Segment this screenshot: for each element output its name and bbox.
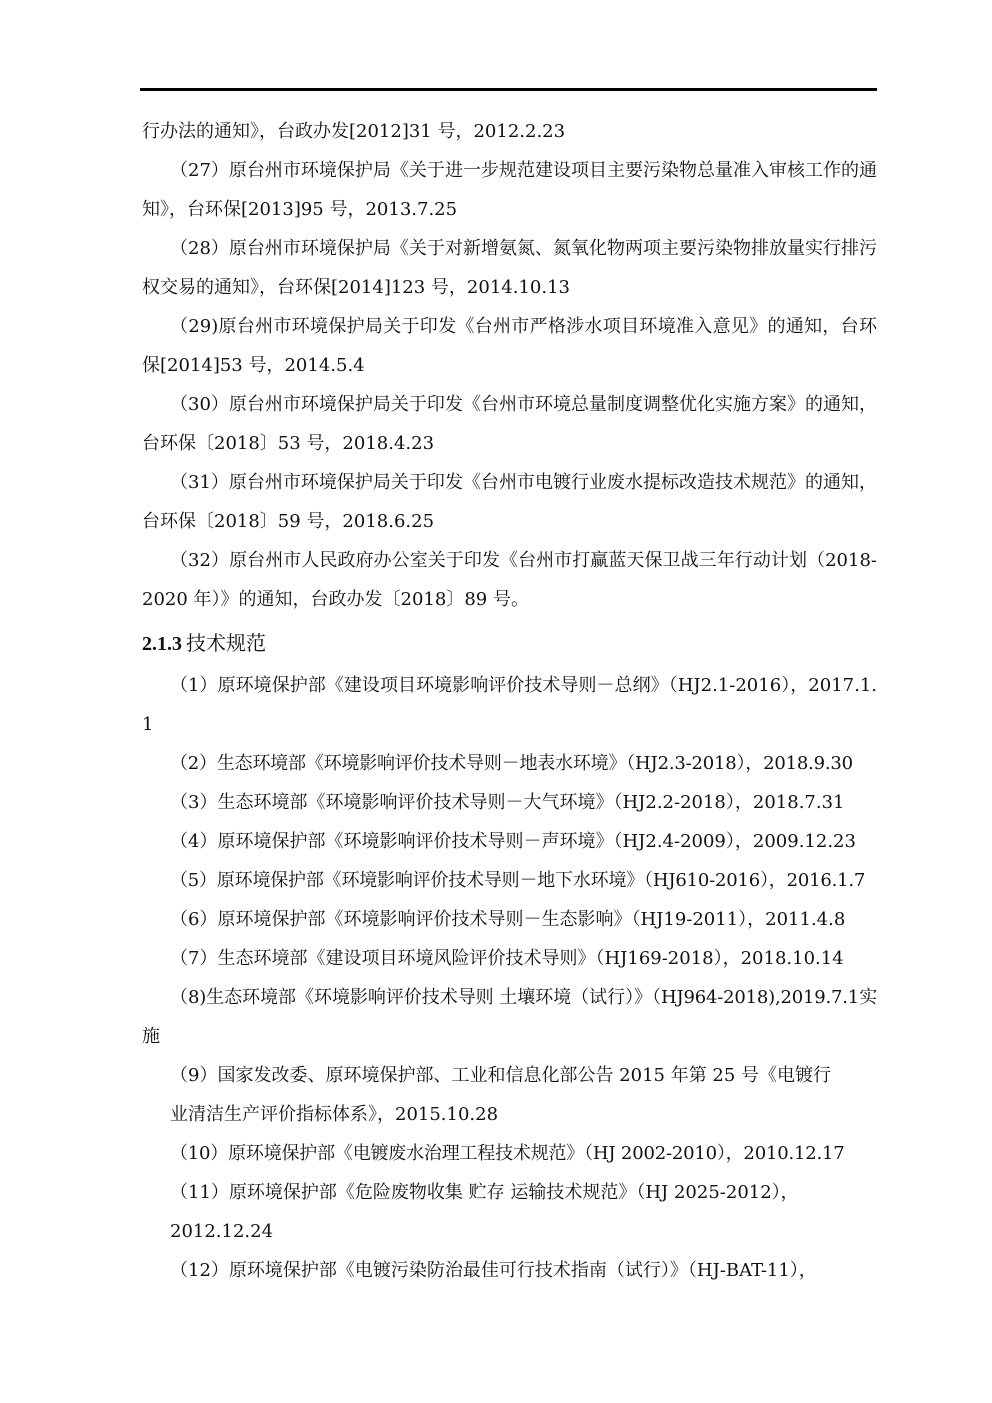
standard-item-1: （1）原环境保护部《建设项目环境影响评价技术导则－总纲》（HJ2.1-2016），2017.1.1	[142, 675, 877, 735]
paragraph-continuation: 行办法的通知》，台政办发[2012]31 号，2012.2.23	[142, 121, 566, 142]
reference-item-27: （27）原台州市环境保护局《关于进一步规范建设项目主要污染物总量准入审核工作的通知》，台环保[2013]95 号，2013.7.25	[142, 160, 877, 220]
standard-item-9-line1: （9）国家发改委、原环境保护部、工业和信息化部公告 2015 年第 25 号《电镀行	[170, 1065, 832, 1086]
standard-item-10-line1: （10）原环境保护部《电镀废水治理工程技术规范》（HJ 2002-2010），2010.12.17	[170, 1143, 845, 1164]
standard-item-12-line1: （12）原环境保护部《电镀污染防治最佳可行技术指南（试行）》（HJ-BAT-11），	[170, 1260, 817, 1281]
reference-item-31: （31）原台州市环境保护局关于印发《台州市电镀行业废水提标改造技术规范》的通知，台环保〔2018〕59 号，2018.6.25	[142, 472, 877, 532]
document-body	[142, 112, 877, 1290]
standard-item-11-line1: （11）原环境保护部《危险废物收集 贮存 运输技术规范》（HJ 2025-2012），	[170, 1182, 799, 1203]
standard-item-11-rest: 2012.12.24	[170, 1221, 274, 1242]
reference-item-30: （30）原台州市环境保护局关于印发《台州市环境总量制度调整优化实施方案》的通知，台环保〔2018〕53 号，2018.4.23	[142, 394, 877, 454]
section-heading	[142, 621, 877, 666]
standard-item-3: （3）生态环境部《环境影响评价技术导则－大气环境》（HJ2.2-2018），2018.7.31	[170, 792, 845, 813]
standard-item-6: （6）原环境保护部《环境影响评价技术导则－生态影响》（HJ19-2011），2011.4.8	[170, 909, 846, 930]
header-rule	[140, 88, 877, 91]
reference-item-32: （32）原台州市人民政府办公室关于印发《台州市打赢蓝天保卫战三年行动计划（2018-2020 年）》的通知，台政办发〔2018〕89 号。	[142, 550, 877, 610]
standard-item-5: （5）原环境保护部《环境影响评价技术导则－地下水环境》（HJ610-2016），2016.1.7	[170, 870, 866, 891]
standard-item-9-rest: 业清洁生产评价指标体系》，2015.10.28	[170, 1104, 499, 1125]
standard-item-10	[142, 1134, 877, 1173]
section-title: 技术规范	[186, 631, 266, 655]
section-number: 2.1.3	[142, 633, 182, 655]
standard-item-11	[142, 1173, 877, 1251]
reference-item-29: （29)原台州市环境保护局关于印发《台州市严格涉水项目环境准入意见》的通知，台环保[2014]53 号，2014.5.4	[142, 316, 877, 376]
reference-item-28: （28）原台州市环境保护局《关于对新增氨氮、氮氧化物两项主要污染物排放量实行排污权交易的通知》，台环保[2014]123 号，2014.10.13	[142, 238, 877, 298]
standard-item-7: （7）生态环境部《建设项目环境风险评价技术导则》（HJ169-2018），2018.10.14	[170, 948, 844, 969]
standard-item-8: （8)生态环境部《环境影响评价技术导则 土壤环境（试行）》（HJ964-2018),2019.7.1实施	[142, 987, 877, 1047]
standard-item-4: （4）原环境保护部《环境影响评价技术导则－声环境》（HJ2.4-2009），2009.12.23	[170, 831, 856, 852]
standard-item-9	[142, 1056, 877, 1134]
standard-item-12	[142, 1251, 877, 1290]
standard-item-2: （2）生态环境部《环境影响评价技术导则－地表水环境》（HJ2.3-2018），2018.9.30	[170, 753, 853, 774]
